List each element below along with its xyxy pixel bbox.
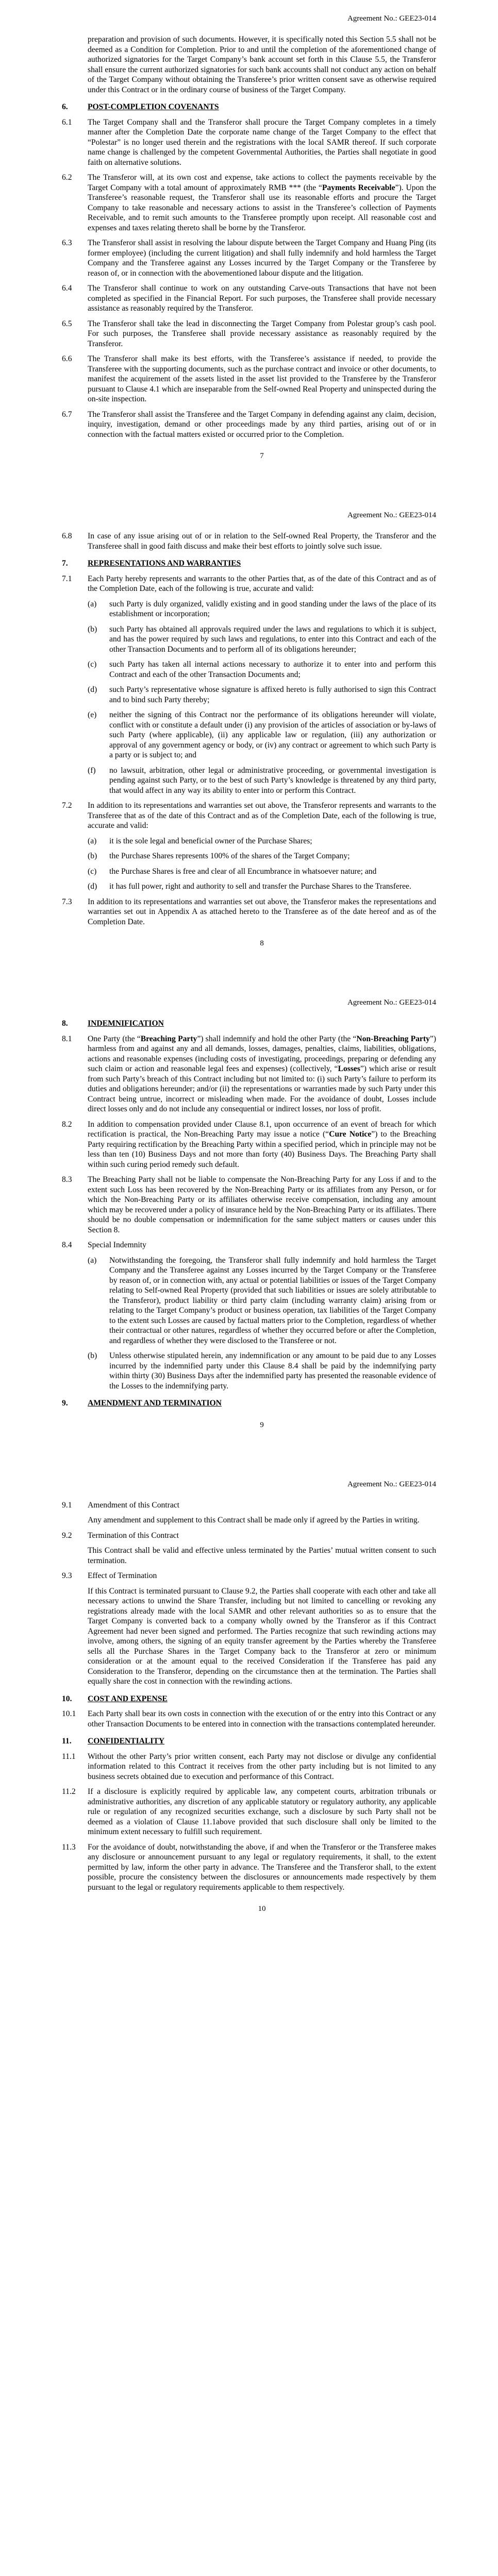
page-number: 9 <box>260 1420 264 1429</box>
clause: 6.2 The Transferor will, at its own cost and expense, take actions to collect the payments receivable by the Target Company with a total amount of approximately RMB *** (the “Payments Receivable”). Upon the Transferee’s reasonable request, the Transferor shall use its reasonable efforts and procure the Target Company to take reasonable and necessary actions to assist in the Transferee’s collection of Payments Receivable, and to remit such amounts to the Transferee promptly upon receipt. All reasonable cost and expenses and taxes relating thereto shall be borne by the Transferor. <box>62 173 436 232</box>
paragraph: This Contract shall be valid and effective unless terminated by the Parties’ mutual written consent to such termination. <box>88 1546 436 1565</box>
sub-clause: (c) the Purchase Shares is free and clear of all Encumbrance in whatsoever nature; and <box>88 867 377 876</box>
clause: 10.1 Each Party shall bear its own costs in connection with the execution of or the entry into this Contract or any other Transaction Documents to be entered into in connection with the transactions contemplated hereunder. <box>62 1709 436 1728</box>
sub-clause: (f) no lawsuit, arbitration, other legal or administrative proceeding, or governmental investigation is pending against such Party, or to the best of such Party’s knowledge is threatened by any third party, that would affect in any way its ability to enter into or perform this Contract. <box>88 766 436 795</box>
clause: 9.3 Effect of Termination <box>62 1571 157 1580</box>
clause: 7.3 In addition to its representations and warranties set out above, the Transferor makes the representations and warranties set out in Appendix A as attached hereto to the Transferee as of the date hereof and as of the Completion Date. <box>62 897 436 926</box>
document-page <box>0 984 498 1466</box>
sub-clause: (e) neither the signing of this Contract nor the performance of its obligations hereunder will violate, conflict with or constitute a default under (i) any provision of the articles of association or by-laws of such Party (where applicable), (ii) any applicable law or regulation, (iii) any authorization or approval of any government agency or body, or (iv) any contract or agreement to which such Party is a party or is subject to; and <box>88 710 436 759</box>
clause: 8.1 One Party (the “Breaching Party”) shall indemnify and hold the other Party (the “Non-Breaching Party”) harmless from and against any and all demands, losses, damages, penalties, claims, liabilities, obligations, actions and reasonable expenses (including costs of investigating, proceedings, preparing or defending any such claim or action and reasonable legal fees and expenses) (collectively, “Losses”) which arise or result from such Party’s breach of this Contract including but not limited to: (i) such Party’s failure to perform its duties and obligations hereunder; and/or (ii) the representations or warranties made by such Party under this Contract being untrue, incorrect or misleading when made. For the avoidance of doubt, Losses include direct losses only and do not include any consequential or indirect losses, nor loss of profit. <box>62 1034 437 1113</box>
page-number: 8 <box>260 939 264 947</box>
clause: 8.3 The Breaching Party shall not be liable to compensate the Non-Breaching Party for any Loss if and to the extent such Loss has been recovered by the Non-Breaching Party or its affiliates from any Person, or for which the Non-Breaching Party or its affiliates otherwise receive compensation, including any amount which may be recovered under a policy of insurance held by the Non-Breaching Party or its affiliates. There should be no double compensation or indemnification for the same subject matters or causes under this Section 8. <box>62 1175 436 1234</box>
page-gap <box>88 461 436 497</box>
clause: 6.1 The Target Company shall and the Transferor shall procure the Target Company completes in a timely manner after the Completion Date the corporate name change of the Target Company to the effect that “Polestar” is no longer used therein and the registrations with the local SAMR thereof. If such corporate name change is challenged by the competent Governmental Authorities, the Parties shall negotiate in good faith on alternative solutions. <box>62 117 436 167</box>
sub-clause: (c) such Party has taken all internal actions necessary to authorize it to enter into and perform this Contract and each of the other Transaction Documents and; <box>88 660 436 679</box>
sub-clause: (b) the Purchase Shares represents 100% of the shares of the Target Company; <box>88 852 350 860</box>
paragraph: preparation and provision of such documents. However, it is specifically noted this Section 5.5 shall not be deemed as a Condition for Completion. Prior to and until the completion of the aforementioned change of authorized signatories for the Target Company’s bank account set forth in this Clause 5.5, the Transferor shall ensure the current authorized signatories for such bank accounts shall not conduct any action on behalf of the Target Company without obtaining the Transferee’s prior written consent save as otherwise required under this Contract or in the ordinary course of business of the Target Company. <box>88 35 436 94</box>
sub-clause: (a) it is the sole legal and beneficial owner of the Purchase Shares; <box>88 836 312 845</box>
sub-clause: (a) such Party is duly organized, validly existing and in good standing under the laws of the place of its establishment or incorporation; <box>88 599 436 618</box>
paragraph: If this Contract is terminated pursuant to Clause 9.2, the Parties shall cooperate with each other and take all necessary actions to unwind the Share Transfer, including but not limited to cancelling or revoking any registrations already made with the local SAMR and other relevant authorities so as to ensure that the Target Company is converted back to a company wholly owned by the Transferor as if this Contract Agreement had never been signed and performed. The Parties recognize that such rewinding actions may involve, among others, the signing of an equity transfer agreement by the Parties whereby the Transferee sells all the Purchase Shares in the Target Company back to the Transferor at zero or minimum consideration or at the amount equal to the received Consideration if the Transferee has paid any Consideration to the Transferor, depending on the circumstance then at the termination. The Parties shall equally share the cost in connection with the rewinding actions. <box>88 1586 436 1686</box>
agreement-number-header: Agreement No.: GEE23-014 <box>347 998 436 1007</box>
agreement-number-header: Agreement No.: GEE23-014 <box>347 1480 436 1488</box>
clause: 6.6 The Transferor shall make its best efforts, with the Transferee’s assistance if needed, to provide the Transferee with the supporting documents, such as the purchase contract and invoice or other documents, to manifest the acquirement of the assets listed in the asset list provided to the Transferee by the Transferor pursuant to Clause 4.1 which are inseparable from the Self-owned Real Property and uninspected during the on-site inspection. <box>62 354 436 403</box>
clause: 6.3 The Transferor shall assist in resolving the labour dispute between the Target Company and Huang Ping (its former employee) (including the current litigation) and shall fully indemnify and hold harmless the Target Company and the Transferee against any Losses incurred by the Target Company or the Transferee by reason of, or in connection with the abovementioned labour dispute and the litigation. <box>62 239 436 278</box>
page-gap <box>88 948 436 984</box>
clause: 11.2 If a disclosure is explicitly required by applicable law, any competent courts, arbitration tribunals or administrative authorities, any discretion of any applicable statutory or regulatory authority, any applicable rule or regulation of any recognized securities exchange, such a disclosure by such Party shall not be deemed as a violation of Clause 11.1above provided that such disclosure shall only be limited to the minimum extent necessary to fulfill such requirement. <box>62 1787 436 1836</box>
section-heading: 6. POST-COMPLETION COVENANTS <box>62 103 219 111</box>
document-page <box>0 0 498 497</box>
section-heading: 9. AMENDMENT AND TERMINATION <box>62 1399 222 1408</box>
document-page <box>0 1466 498 1914</box>
clause: 6.7 The Transferor shall assist the Transferee and the Target Company in defending against any claim, decision, inquiry, investigation, demand or other proceedings made by any third parties, arising out of or in connection with the factual matters existed or occurred prior to the Completion. <box>62 410 436 439</box>
clause: 6.4 The Transferor shall continue to work on any outstanding Carve-outs Transactions that have not been completed as specified in the Financial Report. For such purposes, the Transferee shall provide necessary assistance as reasonably required by the Transferor. <box>62 284 436 313</box>
page-number: 10 <box>258 1905 266 1913</box>
clause: 7.1 Each Party hereby represents and warrants to the other Parties that, as of the date of this Contract and as of the Completion Date, each of the following is true, accurate and valid: <box>62 574 436 593</box>
clause: 8.4 Special Indemnity <box>62 1241 146 1249</box>
clause: 6.5 The Transferor shall take the lead in disconnecting the Target Company from Polestar group’s cash pool. For such purposes, the Transferee shall provide necessary assistance as reasonably required by the Transferor. <box>62 319 436 348</box>
sub-clause: (d) such Party’s representative whose signature is affixed hereto is fully authorised to sign this Contract and to bind such Party thereby; <box>88 685 436 704</box>
clause: 9.1 Amendment of this Contract <box>62 1500 179 1510</box>
clause: 11.1 Without the other Party’s prior written consent, each Party may not disclose or divulge any confidential information related to this Contract it receives from the other party including but is not limited to any business secrets obtained due to execution and performance of this Contract. <box>62 1752 436 1781</box>
agreement-number-header: Agreement No.: GEE23-014 <box>347 14 436 23</box>
agreement-number-header: Agreement No.: GEE23-014 <box>347 511 436 519</box>
clause: 11.3 For the avoidance of doubt, notwithstanding the above, if and when the Transferor or the Transferee makes any disclosure or announcement pursuant to any legal or regulatory requirements, it shall, to the extent permitted by law, inform the other party in advance. The Transferee and the Transferor shall, to the extent possible, procure the consistency between the disclosures or announcements made respectively by them pursuant to the legal or regulatory requirements applicable to them respectively. <box>62 1842 436 1892</box>
document-page <box>0 497 498 984</box>
sub-clause: (d) it has full power, right and authority to sell and transfer the Purchase Shares to the Transferee. <box>88 882 411 891</box>
section-heading: 7. REPRESENTATIONS AND WARRANTIES <box>62 559 241 568</box>
clause: 6.8 In case of any issue arising out of or in relation to the Self-owned Real Property, the Transferor and the Transferee shall in good faith discuss and make their best efforts to jointly solve such issue. <box>62 532 436 551</box>
sub-clause: (b) such Party has obtained all approvals required under the laws and regulations to which it is subject, and has the power required by such laws and regulations, to enter into this Contract and each of the other Transaction Documents and to perform all of its obligations hereunder; <box>88 624 436 654</box>
section-heading: 11. CONFIDENTIALITY <box>62 1737 165 1745</box>
section-heading: 8. INDEMNIFICATION <box>62 1019 164 1028</box>
section-heading: 10. COST AND EXPENSE <box>62 1694 168 1703</box>
sub-clause: (a) Notwithstanding the foregoing, the Transferor shall fully indemnify and hold harmless the Target Company and the Transferee against any Losses incurred by the Target Company or the Transferee by reason of, or in connection with, any actual or potential liabilities or issues of the Target Company relating to Self-owned Real Property (provided that such liabilities or issues are solely attributable to the Transferor), product liability or third party claim (including warranty claim) arising from or relating to the Target Company’s product or business operation, tax liabilities of the Target Company to the extent such Losses are caused by factual matters prior to the Completion, regardless of whether their contractual or other natures, regardless of whether they occurred before or after the Completion, and regardless of whether they were disclosed to the Transferee or not. <box>88 1256 436 1345</box>
paragraph: Any amendment and supplement to this Contract shall be made only if agreed by the Parties in writing. <box>88 1516 420 1524</box>
sub-clause: (b) Unless otherwise stipulated herein, any indemnification or any amount to be paid due to any Losses incurred by the indemnified party under this Clause 8.4 shall be paid by the indemnifying party within thirty (30) Business Days after the indemnified party has presented the reasonable evidence of the Losses to the indemnifying party. <box>88 1351 436 1391</box>
page-gap <box>88 1430 436 1466</box>
clause: 7.2 In addition to its representations and warranties set out above, the Transferor represents and warrants to the Transferee that as of the date of this Contract and as of the Completion Date, each of the following is true, accurate and valid: <box>62 801 436 830</box>
clause: 8.2 In addition to compensation provided under Clause 8.1, upon occurrence of an event of breach for which rectification is practical, the Non-Breaching Party may issue a notice (“Cure Notice”) to the Breaching Party requiring rectification by the Breaching Party within a specified period, which in principle may not be less than ten (10) Business Days and not more than forty (40) Business Days. The Breaching Party shall within such curing period remedy such default. <box>62 1120 436 1169</box>
clause: 9.2 Termination of this Contract <box>62 1531 179 1540</box>
page-number: 7 <box>260 452 264 460</box>
